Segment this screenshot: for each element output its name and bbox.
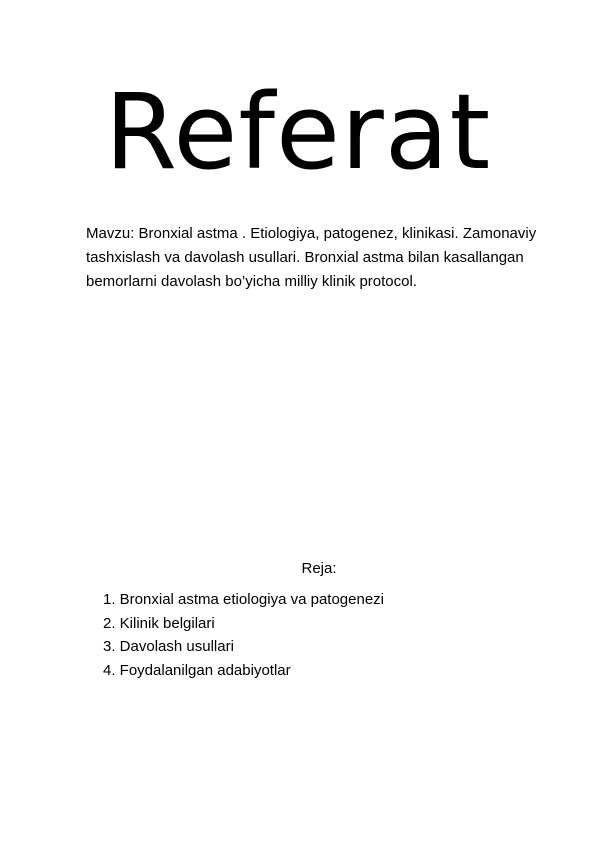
plan-item: 2. Kilinik belgilari bbox=[103, 614, 215, 632]
topic-paragraph: Mavzu: Bronxial astma . Etiologiya, patogenez, klinikasi. Zamonaviy tashxislash va davolash usullari. Bronxial astma bilan kasallangan bemorlarni davolash bo’yicha milliy klinik protocol. bbox=[86, 225, 537, 290]
plan-item: 4. Foydalanilgan adabiyotlar bbox=[103, 661, 291, 679]
plan-list bbox=[103, 588, 384, 682]
document-title: Referat bbox=[104, 71, 492, 193]
plan-heading: Reja: bbox=[301, 560, 337, 577]
plan-item: 1. Bronxial astma etiologiya va patogenezi bbox=[103, 591, 385, 608]
plan-item: 3. Davolash usullari bbox=[103, 638, 234, 655]
